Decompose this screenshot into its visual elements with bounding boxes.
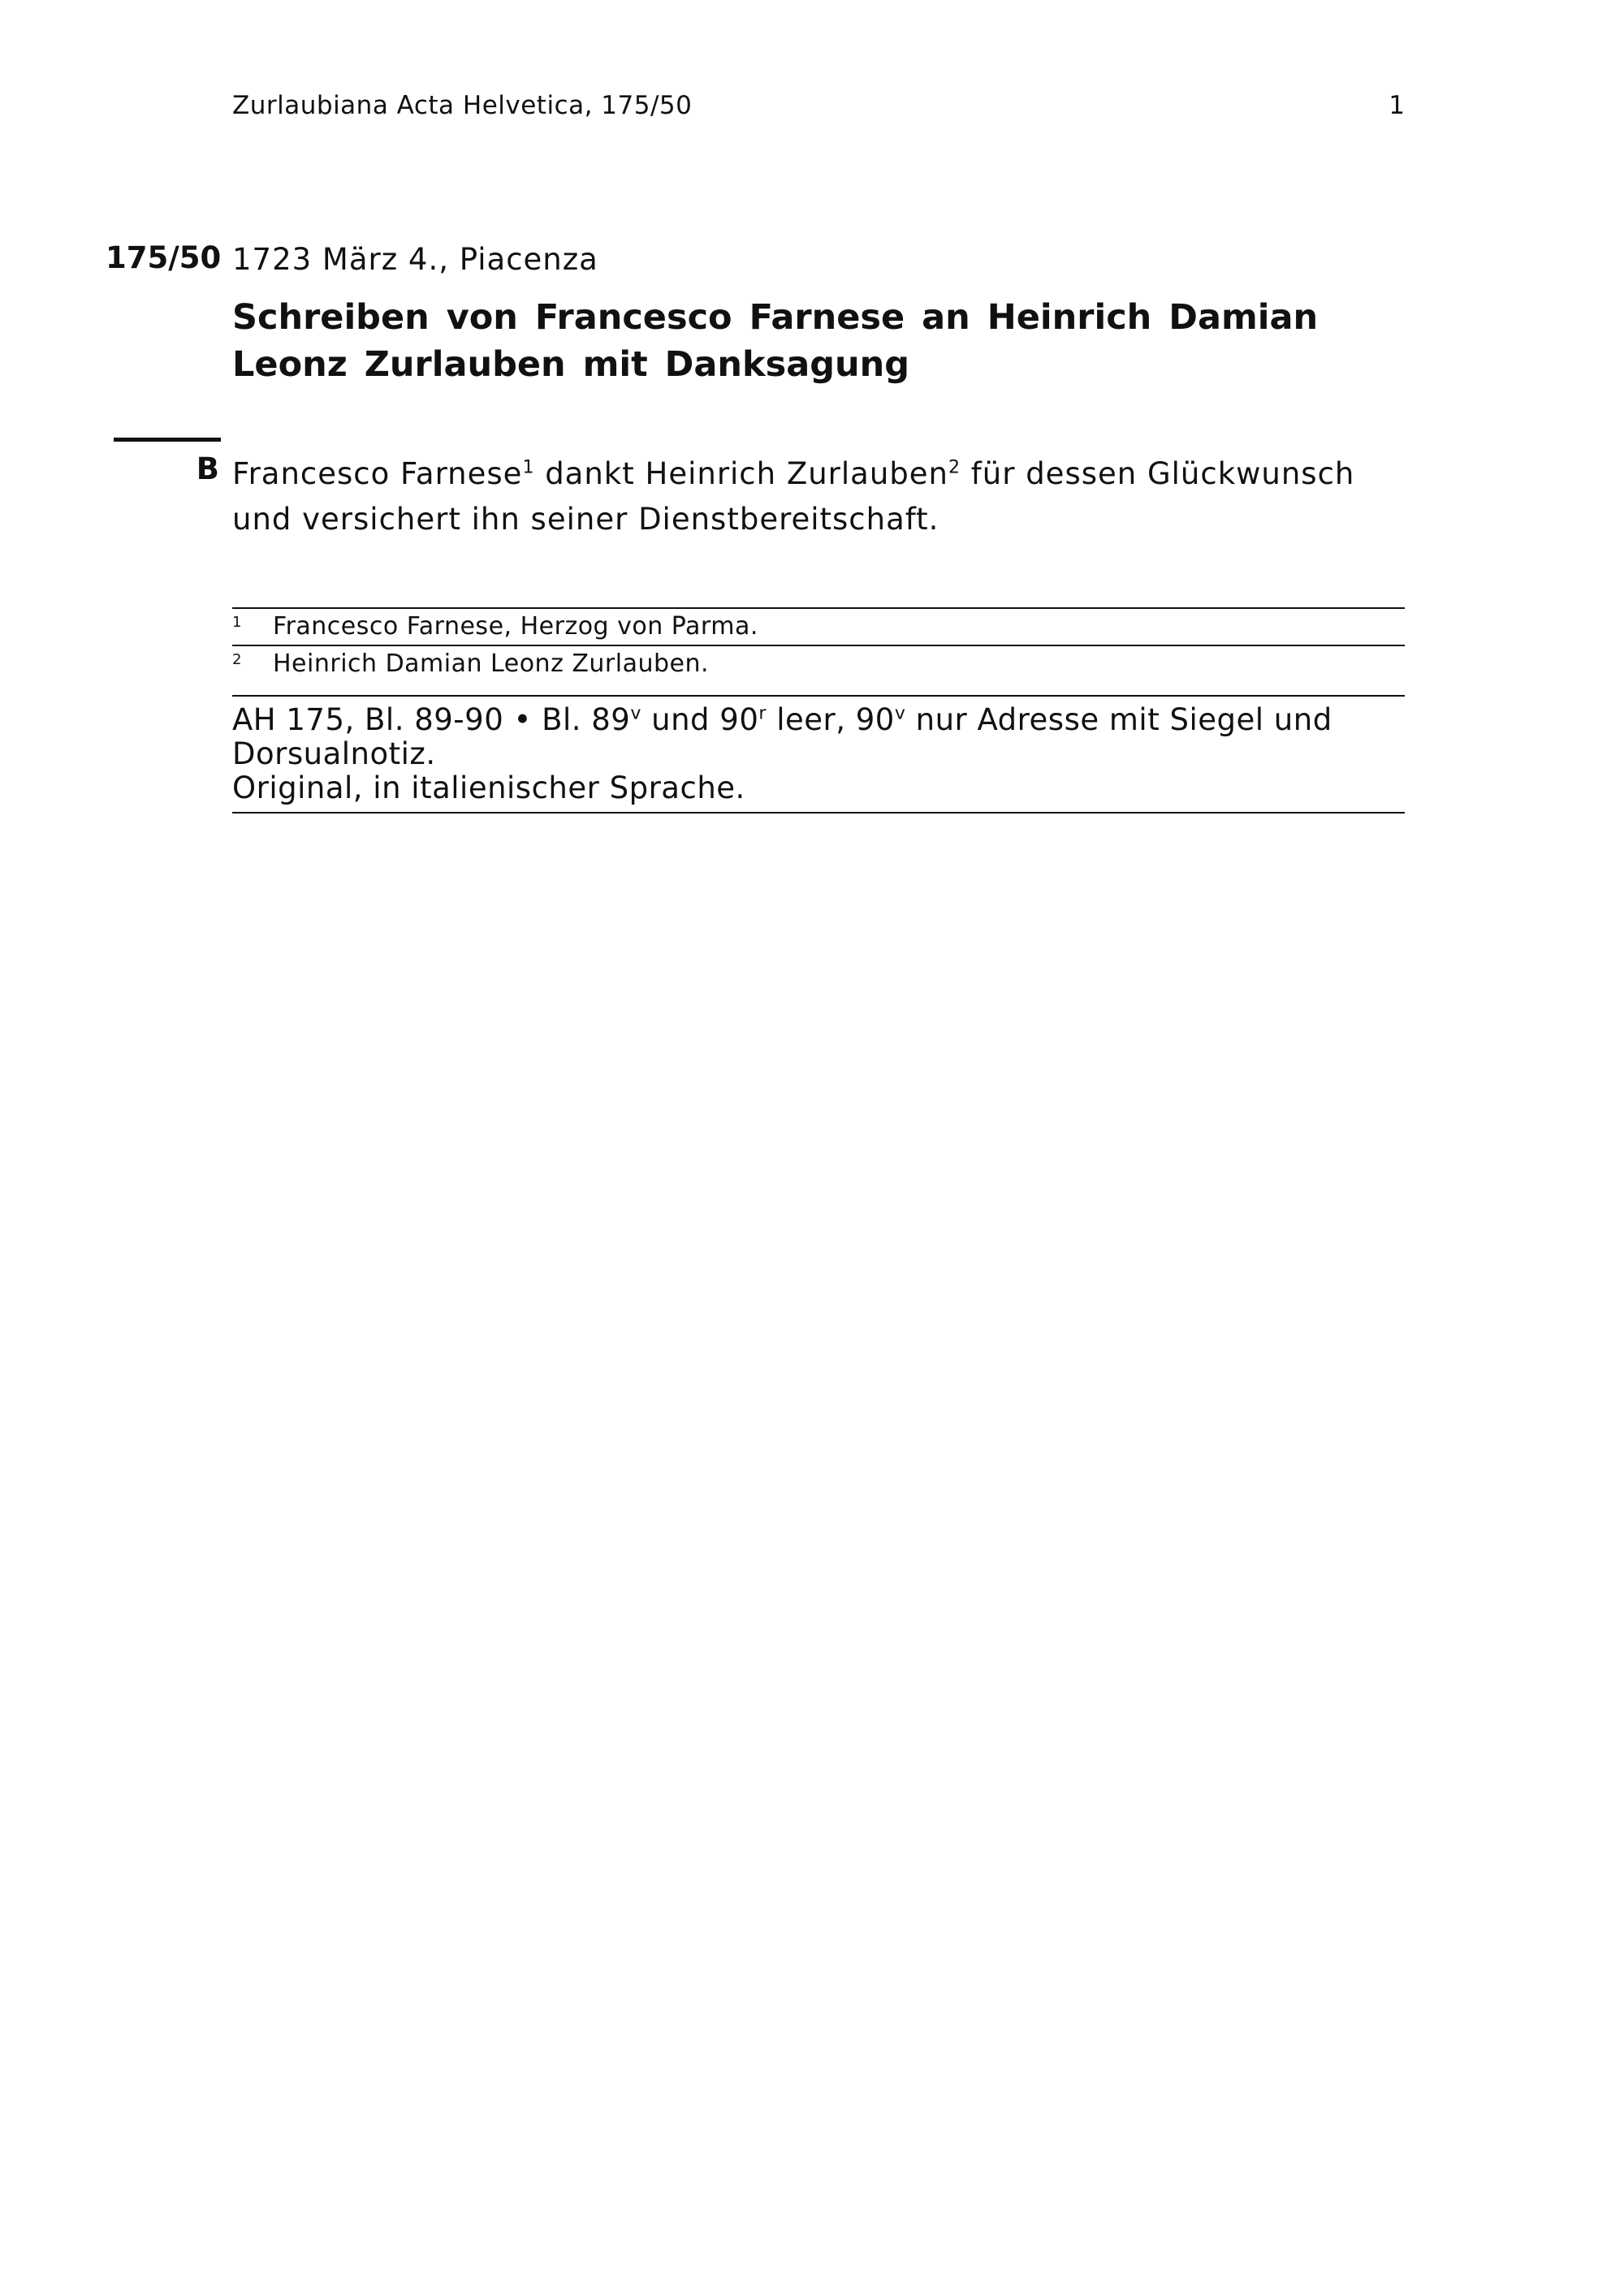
section-marker: B [196, 451, 219, 486]
archive-language: Original, in italienischer Sprache. [232, 770, 745, 805]
archive-part: und 90 [641, 702, 759, 737]
footnote-number: 2 [232, 651, 242, 668]
summary-part: Francesco Farnese [232, 456, 523, 491]
folio-side: v [894, 703, 906, 724]
footnotes [232, 607, 1405, 682]
folio-side: v [630, 703, 641, 724]
document-number: 175/50 [106, 240, 222, 275]
document-title: Schreiben von Francesco Farnese an Heinrich Damian Leonz Zurlauben mit Danksagung [232, 297, 1319, 385]
summary-part: dankt Heinrich Zurlauben [534, 456, 948, 491]
archive-part: nur Adresse mit Siegel und Dorsualnotiz. [232, 702, 1332, 771]
archive-part: leer, 90 [766, 702, 895, 737]
footnote-number: 1 [232, 614, 242, 631]
date-place: 1723 März 4., Piacenza [232, 242, 598, 277]
footnote [232, 609, 1405, 645]
archive-block [232, 695, 1405, 814]
summary-part: für dessen Glückwunsch und versichert ihn seiner Dienstbereitschaft. [232, 456, 1355, 537]
page-number: 1 [1389, 91, 1405, 120]
footnote-text: Heinrich Damian Leonz Zurlauben. [273, 650, 710, 678]
folio-side: r [758, 703, 767, 724]
footnote-ref: 1 [522, 457, 535, 478]
summary-text [232, 451, 1402, 542]
archive-reference [232, 703, 1405, 771]
section-rule [114, 438, 221, 442]
archive-part: AH 175, Bl. 89-90 • Bl. 89 [232, 702, 631, 737]
footnote-ref: 2 [948, 457, 961, 478]
archive-rule-bottom [232, 812, 1405, 814]
running-title: Zurlaubiana Acta Helvetica, 175/50 [232, 91, 693, 120]
footnote [232, 646, 1405, 682]
archive-text [232, 697, 1405, 812]
footnote-text: Francesco Farnese, Herzog von Parma. [273, 612, 758, 641]
